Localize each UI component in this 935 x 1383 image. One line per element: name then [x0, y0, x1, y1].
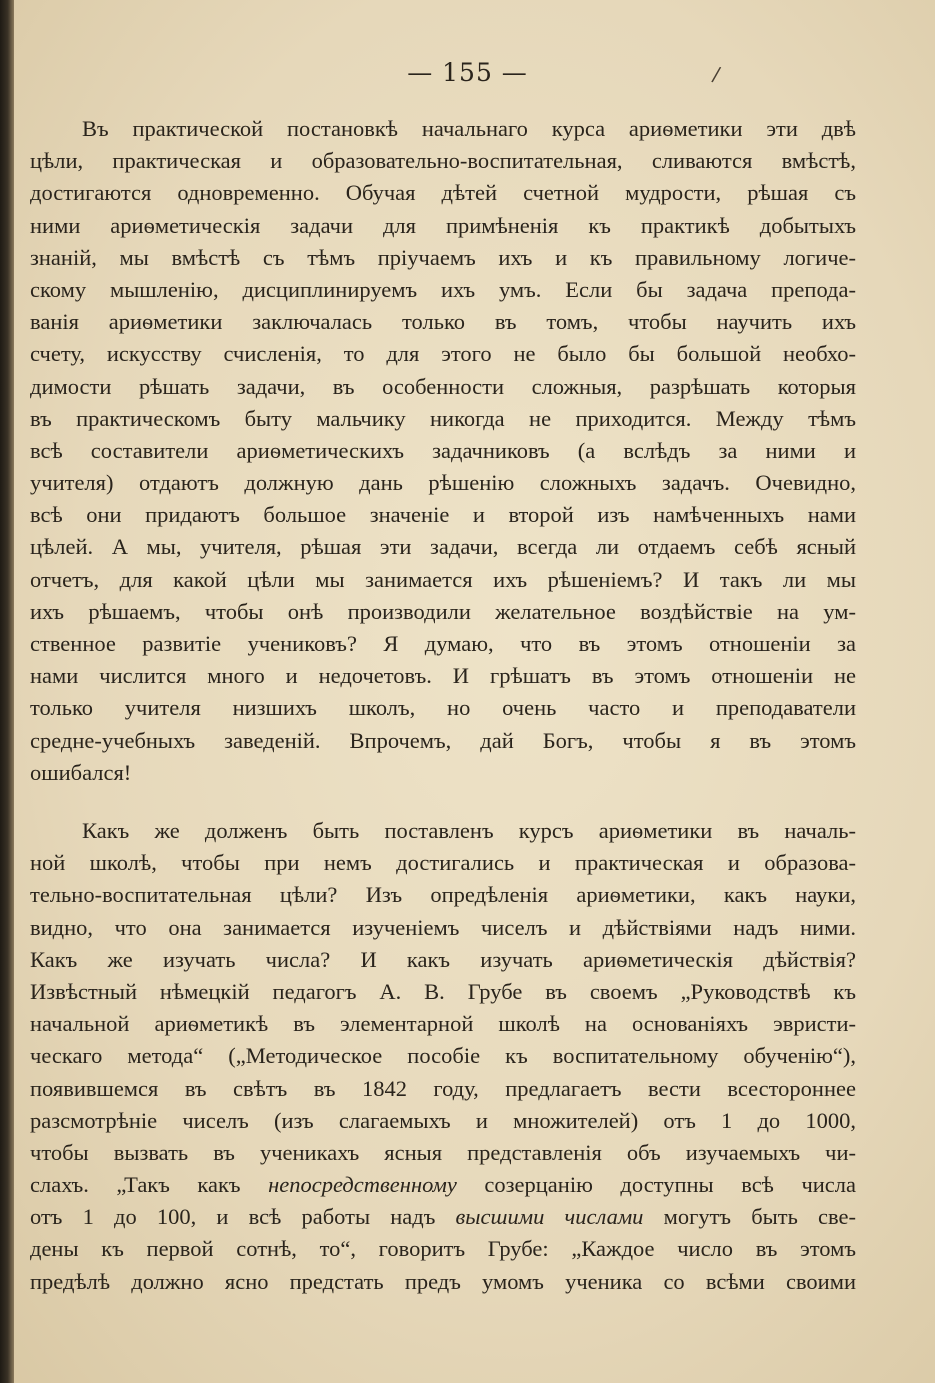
margin-pencil-mark: / [710, 61, 723, 87]
text-line: предѣлѣ должно ясно предстать предъ умомъ ученика со всѣми своими [30, 1268, 856, 1294]
text-line: средне-учебныхъ заведеній. Впрочемъ, дай Богъ, чтобы я въ этомъ [30, 727, 856, 753]
page-number: — 155 — [407, 58, 528, 87]
text-line: нами числится много и недочетовъ. И грѣшатъ въ этомъ отношеніи не [30, 663, 856, 689]
text-line: цѣли, практическая и образовательно-воспитательная, сливаются вмѣстѣ, [30, 148, 856, 174]
paragraph-1 [30, 113, 856, 789]
book-binding-edge [0, 0, 14, 1383]
text-line: учителя) отдаютъ должную дань рѣшенію сложныхъ задачъ. Очевидно, [30, 470, 856, 496]
text-line [30, 1201, 856, 1233]
text-line: достигаются одновременно. Обучая дѣтей счетной мудрости, рѣшая съ [30, 180, 856, 206]
text-line: разсмотрѣніе чиселъ (изъ слагаемыхъ и множителей) отъ 1 до 1000, [30, 1107, 856, 1133]
text-line: тельно-воспитательная цѣли? Изъ опредѣленія ариѳметики, какъ науки, [30, 882, 856, 908]
text-line: ческаго метода“ („Методическое пособіе къ воспитательному обученію“), [30, 1043, 856, 1069]
text-line: появившемся въ свѣтъ въ 1842 году, предлагаетъ вести всестороннее [30, 1075, 856, 1101]
text-line: чтобы вызвать въ ученикахъ ясныя представленія объ изучаемыхъ чи- [30, 1139, 856, 1165]
text-line: всѣ составители ариѳметическихъ задачниковъ (а вслѣдъ за ними и [30, 437, 856, 463]
text-fragment: созерцанію доступны всѣ числа [456, 1172, 857, 1198]
text-line: ной школѣ, чтобы при немъ достигались и практическая и образова- [30, 850, 856, 876]
text-line: знаній, мы вмѣстѣ съ тѣмъ пріучаемъ ихъ и къ правильному логиче- [30, 244, 856, 270]
text-line: всѣ они придаютъ большое значеніе и второй изъ намѣченныхъ нами [30, 502, 856, 528]
text-line: ственное развитіе учениковъ? Я думаю, что въ этомъ отношеніи за [30, 631, 856, 656]
text-fragment: отъ 1 до 100, и всѣ работы надъ [30, 1204, 456, 1230]
text-line: отчетъ, для какой цѣли мы занимается ихъ рѣшеніемъ? И такъ ли мы [30, 566, 856, 592]
text-line: видно, что она занимается изученіемъ чиселъ и дѣйствіями надъ ними. [30, 914, 856, 940]
text-line: только учителя низшихъ школъ, но очень часто и преподаватели [30, 695, 856, 721]
italic-phrase: высшими числами [455, 1204, 644, 1230]
text-line: цѣлей. А мы, учителя, рѣшая эти задачи, всегда ли отдаемъ себѣ ясный [30, 534, 856, 560]
italic-phrase: непосредственному [268, 1172, 457, 1198]
text-line: счету, искусству счисленія, то для этого не было бы большой необхо- [30, 341, 856, 367]
text-line: скому мышленію, дисциплинируемъ ихъ умъ. Если бы задача препода- [30, 276, 856, 302]
text-line: ванія ариѳметики заключалась только въ томъ, чтобы научить ихъ [30, 309, 856, 335]
text-line: ними ариѳметическія задачи для примѣненія къ практикѣ добытыхъ [30, 212, 856, 238]
text-line: Какъ же долженъ быть поставленъ курсъ ариѳметики въ началь- [82, 818, 856, 843]
paragraph-2 [30, 815, 856, 1298]
text-line: въ практическомъ быту мальчику никогда не приходится. Между тѣмъ [30, 405, 856, 431]
text-line: Извѣстный нѣмецкій педагогъ А. В. Грубе въ своемъ „Руководствѣ къ [30, 978, 856, 1004]
text-fragment: слахъ. „Такъ какъ [30, 1172, 269, 1198]
text-line: димости рѣшать задачи, въ особенности сложныя, разрѣшать которыя [30, 373, 856, 399]
text-line: Какъ же изучать числа? И какъ изучать ариѳметическія дѣйствія? [30, 946, 856, 972]
text-line: начальной ариѳметикѣ въ элементарной школѣ на основаніяхъ эвристи- [30, 1011, 856, 1037]
text-line [30, 1169, 856, 1201]
text-line: ихъ рѣшаемъ, чтобы онѣ производили желательное воздѣйствіе на ум- [30, 598, 856, 624]
text-line: Въ практической постановкѣ начальнаго курса ариѳметики эти двѣ [82, 116, 856, 141]
text-line: ошибался! [30, 759, 132, 785]
text-line: дены къ первой сотнѣ, то“, говоритъ Грубе: „Каждое число въ этомъ [30, 1236, 856, 1262]
text-fragment: могутъ быть све- [643, 1204, 856, 1230]
